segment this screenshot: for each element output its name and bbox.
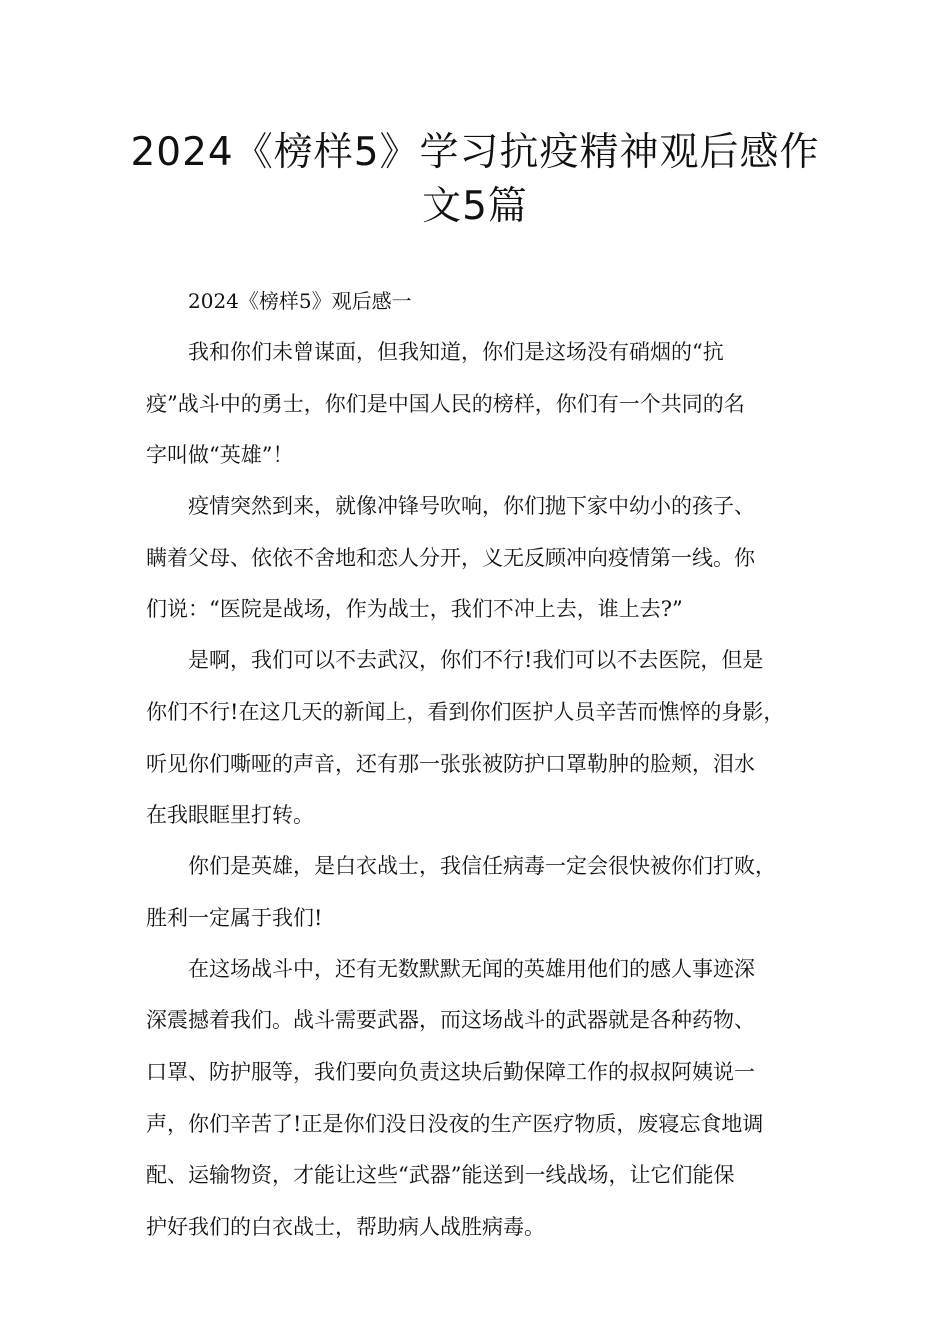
section-heading: 2024《榜样5》观后感一 bbox=[188, 289, 412, 313]
paragraph bbox=[146, 950, 810, 1246]
paragraph bbox=[146, 847, 810, 937]
paragraph-line: 疫”战斗中的勇士，你们是中国人民的榜样，你们有一个共同的名 bbox=[146, 391, 745, 416]
paragraph-line: 疫情突然到来，就像冲锋号吹响，你们抛下家中幼小的孩子、 bbox=[188, 494, 755, 519]
paragraph-line: 口罩、防护服等，我们要向负责这块后勤保障工作的叔叔阿姨说一 bbox=[146, 1059, 755, 1084]
paragraph-line: 在这场战斗中，还有无数默默无闻的英雄用他们的感人事迹深 bbox=[188, 956, 755, 981]
paragraph-line: 配、运输物资，才能让这些“武器”能送到一线战场，让它们能保 bbox=[146, 1163, 735, 1188]
title-line-2: 文5篇 bbox=[422, 184, 528, 229]
document-title bbox=[120, 126, 830, 234]
paragraph bbox=[146, 487, 810, 628]
paragraph-line: 在我眼眶里打转。 bbox=[146, 803, 314, 828]
paragraph bbox=[146, 641, 810, 834]
paragraph-line: 声，你们辛苦了!正是你们没日没夜的生产医疗物质，废寝忘食地调 bbox=[146, 1111, 764, 1136]
paragraph-line: 们说：“医院是战场，作为战士，我们不冲上去，谁上去?” bbox=[146, 597, 683, 622]
paragraph-line: 是啊，我们可以不去武汉，你们不行!我们可以不去医院，但是 bbox=[188, 648, 764, 673]
paragraph bbox=[146, 333, 810, 474]
title-line-1: 2024《榜样5》学习抗疫精神观后感作 bbox=[130, 130, 820, 175]
document-body bbox=[146, 282, 810, 1259]
paragraph-line: 瞒着父母、依依不舍地和恋人分开，义无反顾冲向疫情第一线。你 bbox=[146, 545, 755, 570]
paragraph-line: 胜利一定属于我们! bbox=[146, 905, 323, 930]
paragraph-line: 你们是英雄，是白衣战士，我信任病毒一定会很快被你们打败， bbox=[188, 854, 776, 879]
paragraph-line: 听见你们嘶哑的声音，还有那一张张被防护口罩勒肿的脸颊，泪水 bbox=[146, 751, 755, 776]
paragraph-line: 你们不行!在这几天的新闻上，看到你们医护人员辛苦而憔悴的身影， bbox=[146, 699, 785, 724]
paragraph-line: 字叫做“英雄”！ bbox=[146, 443, 294, 468]
paragraph-line: 深震撼着我们。战斗需要武器，而这场战斗的武器就是各种药物、 bbox=[146, 1008, 755, 1033]
paragraph-line: 护好我们的白衣战士，帮助病人战胜病毒。 bbox=[146, 1214, 545, 1239]
paragraph-line: 我和你们未曾谋面，但我知道，你们是这场没有硝烟的“抗 bbox=[188, 340, 724, 364]
